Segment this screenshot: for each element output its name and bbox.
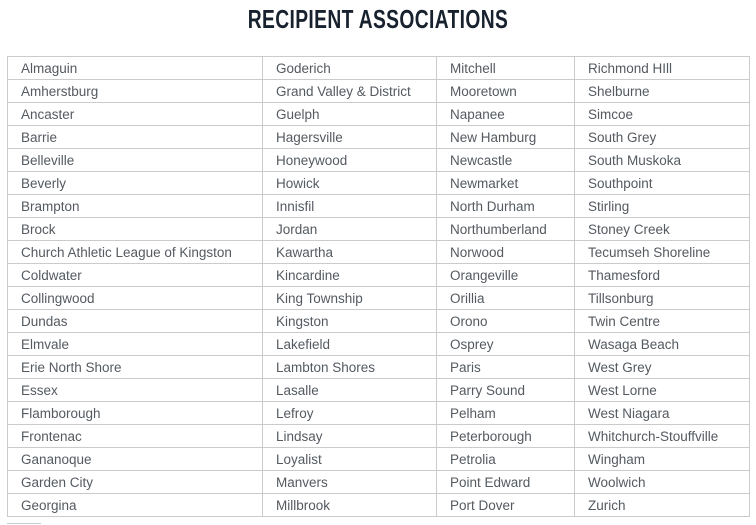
table-row [8, 448, 750, 471]
table-cell: Orillia [437, 287, 575, 310]
table-cell: Lasalle [263, 379, 437, 402]
table-cell: Jordan [263, 218, 437, 241]
table-cell: Essex [8, 379, 263, 402]
table-cell: Georgina [8, 494, 263, 517]
table-cell: Stoney Creek [575, 218, 750, 241]
table-cell: Garden City [8, 471, 263, 494]
table-cell: Napanee [437, 103, 575, 126]
table-cell: Paris [437, 356, 575, 379]
table-cell: Dundas [8, 310, 263, 333]
table-cell: Ancaster [8, 103, 263, 126]
table-cell: Thamesford [575, 264, 750, 287]
table-cell: West Grey [575, 356, 750, 379]
clipped-next-row-border [7, 523, 41, 524]
table-cell: Tecumseh Shoreline [575, 241, 750, 264]
table-row [8, 310, 750, 333]
table-cell: Shelburne [575, 80, 750, 103]
table-cell: Howick [263, 172, 437, 195]
table-row [8, 218, 750, 241]
table-cell: Goderich [263, 57, 437, 80]
table-row [8, 126, 750, 149]
table-cell: Brock [8, 218, 263, 241]
table-cell: Collingwood [8, 287, 263, 310]
table-cell: Barrie [8, 126, 263, 149]
table-cell: Woolwich [575, 471, 750, 494]
table-cell: Hagersville [263, 126, 437, 149]
table-cell: Pelham [437, 402, 575, 425]
table-row [8, 103, 750, 126]
table-cell: Southpoint [575, 172, 750, 195]
table-cell: Simcoe [575, 103, 750, 126]
table-cell: Wasaga Beach [575, 333, 750, 356]
table-cell: Peterborough [437, 425, 575, 448]
table-row [8, 333, 750, 356]
table-row [8, 379, 750, 402]
table-cell: Norwood [437, 241, 575, 264]
table-row [8, 425, 750, 448]
table-cell: North Durham [437, 195, 575, 218]
table-cell: Lambton Shores [263, 356, 437, 379]
table-cell: Loyalist [263, 448, 437, 471]
table-cell: King Township [263, 287, 437, 310]
table-cell: Honeywood [263, 149, 437, 172]
table-cell: New Hamburg [437, 126, 575, 149]
table-cell: West Niagara [575, 402, 750, 425]
table-cell: Richmond HIll [575, 57, 750, 80]
table-cell: Belleville [8, 149, 263, 172]
table-cell: Mooretown [437, 80, 575, 103]
page-header [0, 0, 756, 33]
table-row [8, 402, 750, 425]
table-cell: Frontenac [8, 425, 263, 448]
table-row [8, 494, 750, 517]
table-cell: Church Athletic League of Kingston [8, 241, 263, 264]
table-cell: Flamborough [8, 402, 263, 425]
table-body [8, 57, 750, 517]
table-cell: Elmvale [8, 333, 263, 356]
table-cell: Parry Sound [437, 379, 575, 402]
table-cell: Beverly [8, 172, 263, 195]
table-cell: Erie North Shore [8, 356, 263, 379]
table-row [8, 195, 750, 218]
table-cell: Whitchurch-Stouffville [575, 425, 750, 448]
table-cell: Wingham [575, 448, 750, 471]
table-cell: Newmarket [437, 172, 575, 195]
table-cell: Innisfil [263, 195, 437, 218]
table-row [8, 287, 750, 310]
table-cell: Almaguin [8, 57, 263, 80]
table-cell: Guelph [263, 103, 437, 126]
table-cell: Brampton [8, 195, 263, 218]
table-cell: Orangeville [437, 264, 575, 287]
table-row [8, 264, 750, 287]
table-cell: Stirling [575, 195, 750, 218]
table-cell: Port Dover [437, 494, 575, 517]
table-cell: Kincardine [263, 264, 437, 287]
table-row [8, 149, 750, 172]
table-row [8, 241, 750, 264]
table-cell: Lakefield [263, 333, 437, 356]
table-cell: Grand Valley & District [263, 80, 437, 103]
table-cell: South Muskoka [575, 149, 750, 172]
table-cell: Millbrook [263, 494, 437, 517]
page-title: RECIPIENT ASSOCIATIONS [247, 4, 509, 34]
table-cell: Northumberland [437, 218, 575, 241]
table-cell: West Lorne [575, 379, 750, 402]
table-cell: Tillsonburg [575, 287, 750, 310]
table-row [8, 57, 750, 80]
table-cell: Twin Centre [575, 310, 750, 333]
table-cell: South Grey [575, 126, 750, 149]
table-cell: Mitchell [437, 57, 575, 80]
table-cell: Orono [437, 310, 575, 333]
table-cell: Kingston [263, 310, 437, 333]
table-cell: Lindsay [263, 425, 437, 448]
table-cell: Coldwater [8, 264, 263, 287]
table-row [8, 471, 750, 494]
table-row [8, 172, 750, 195]
table-cell: Manvers [263, 471, 437, 494]
recipient-associations-table [7, 56, 750, 517]
table-cell: Gananoque [8, 448, 263, 471]
table-cell: Newcastle [437, 149, 575, 172]
table-row [8, 80, 750, 103]
table-cell: Osprey [437, 333, 575, 356]
table-cell: Kawartha [263, 241, 437, 264]
table-cell: Lefroy [263, 402, 437, 425]
table-cell: Petrolia [437, 448, 575, 471]
table-row [8, 356, 750, 379]
table-cell: Zurich [575, 494, 750, 517]
table-cell: Amherstburg [8, 80, 263, 103]
table-cell: Point Edward [437, 471, 575, 494]
